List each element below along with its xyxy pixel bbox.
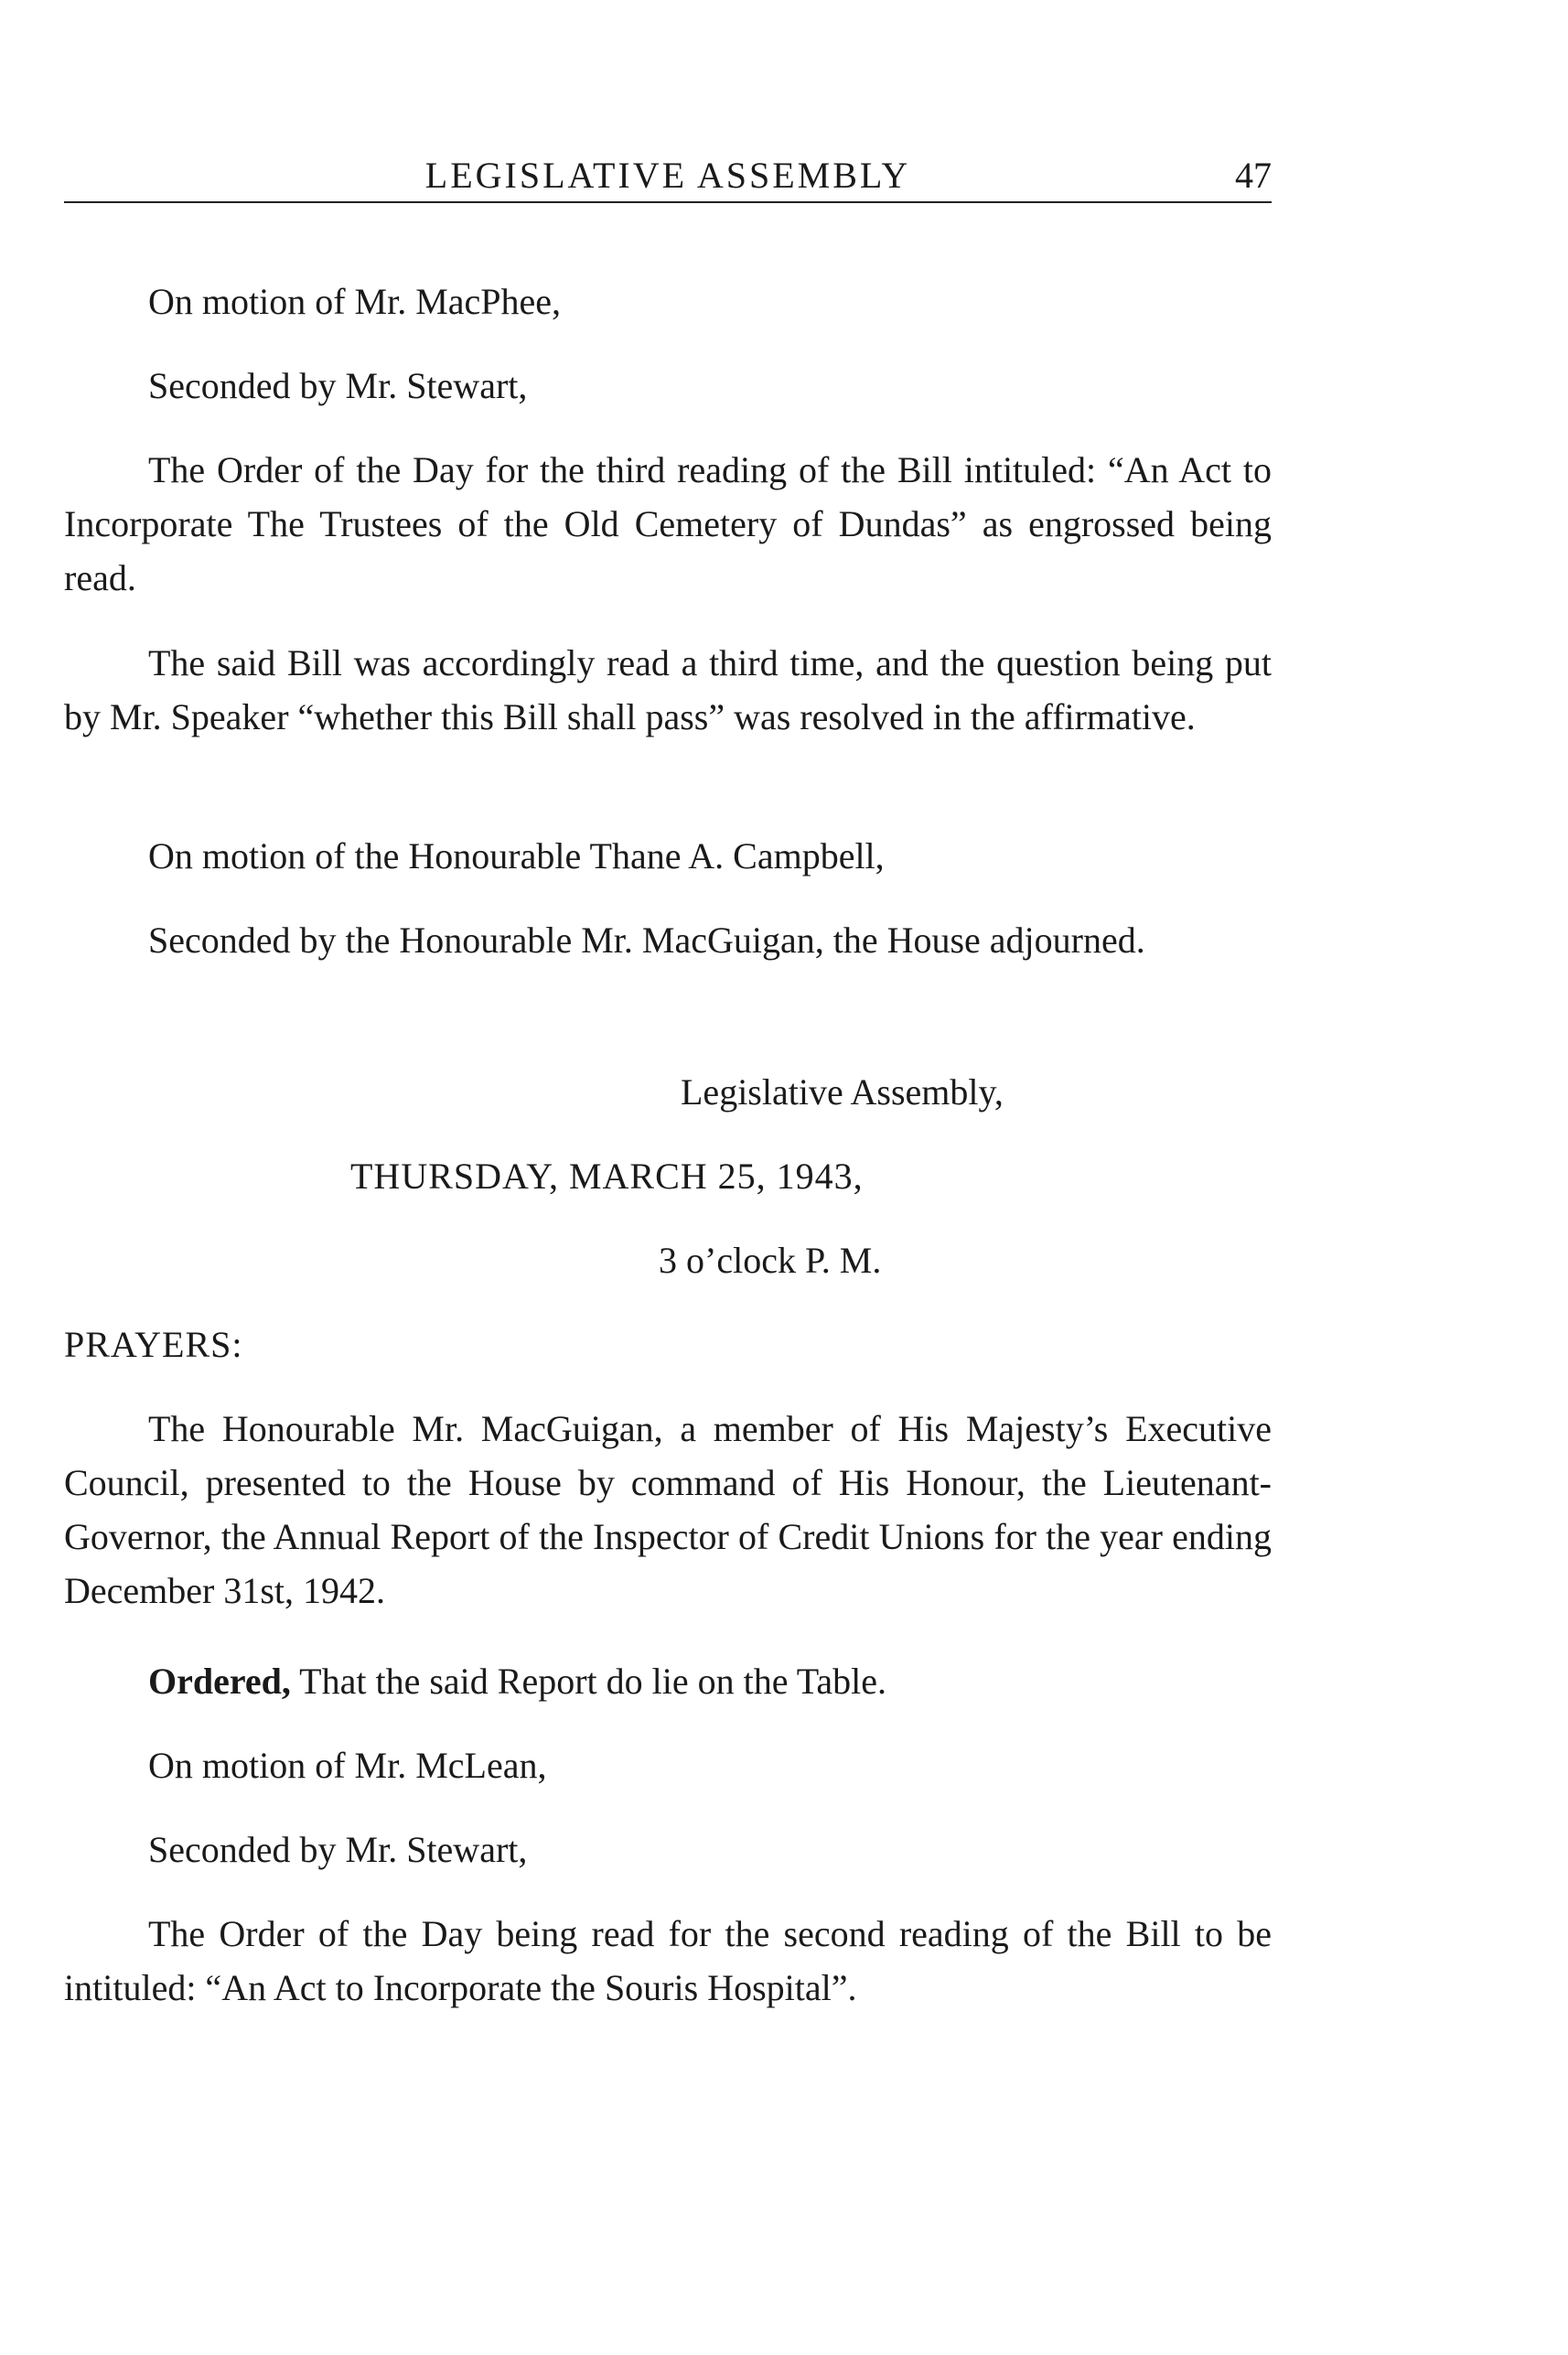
sitting-date: THURSDAY, MARCH 25, 1943, (350, 1156, 864, 1197)
motion-campbell: On motion of the Honourable Thane A. Campbell, (148, 835, 885, 876)
order-third-reading: The Order of the Day for the third reading of the Bill intituled: “An Act to Incorporate The Trustees of the Old Cemetery of Dundas” as engrossed being read. (64, 449, 1272, 598)
sitting-time: 3 o’clock P. M. (659, 1240, 882, 1281)
ordered-lead: Ordered, (148, 1661, 291, 1702)
page-number: 47 (1235, 155, 1272, 196)
running-header (64, 146, 1272, 203)
house-adjourned: Seconded by the Honourable Mr. MacGuigan, the House adjourned. (148, 919, 1145, 961)
prayers-heading: PRAYERS: (64, 1324, 243, 1365)
order-second-reading: The Order of the Day being read for the second reading of the Bill to be intituled: “An Act to Incorporate the Souris Hospital”. (64, 1913, 1272, 2008)
bill-passed: The said Bill was accordingly read a third time, and the question being put by Mr. Speaker “whether this Bill shall pass” was resolved in the affirmative. (64, 642, 1272, 737)
motion-mclean: On motion of Mr. McLean, (148, 1745, 547, 1786)
seconded-stewart-1: Seconded by Mr. Stewart, (148, 365, 528, 406)
ordered-report (148, 1654, 1272, 1708)
seconded-stewart-2: Seconded by Mr. Stewart, (148, 1829, 528, 1870)
annual-report-presented: The Honourable Mr. MacGuigan, a member of His Majesty’s Executive Council, presented to the House by command of His Honour, the Lieutenant-Governor, the Annual Report of the Inspector of Credit Unions for the year ending December 31st, 1942. (64, 1408, 1272, 1611)
ordered-rest: That the said Report do lie on the Table. (290, 1661, 887, 1702)
motion-macphee: On motion of Mr. MacPhee, (148, 281, 562, 322)
assembly-heading: Legislative Assembly, (681, 1071, 1004, 1113)
running-title: LEGISLATIVE ASSEMBLY (424, 155, 911, 196)
